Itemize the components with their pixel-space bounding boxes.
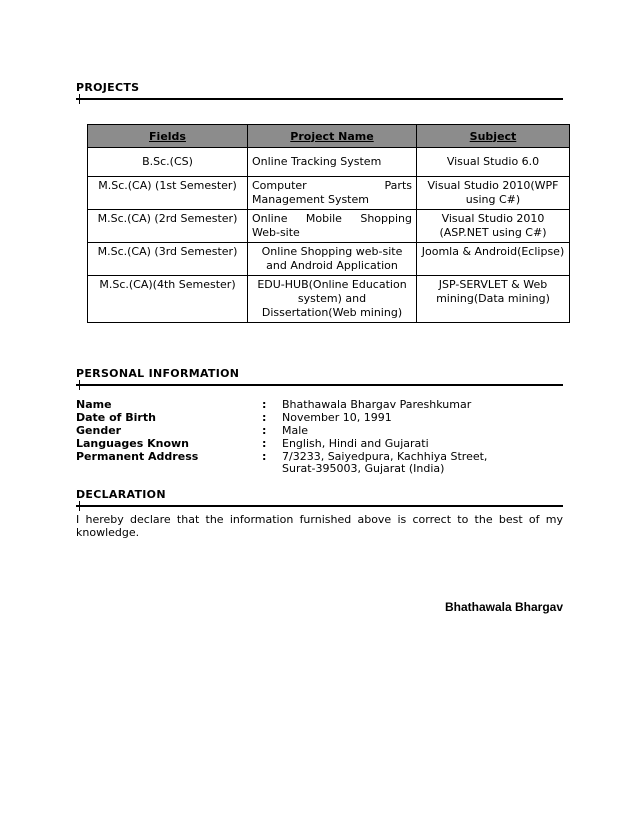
info-colon: : bbox=[262, 398, 267, 411]
info-label: Gender bbox=[76, 424, 122, 437]
table-row bbox=[88, 177, 570, 210]
table-row bbox=[88, 210, 570, 243]
cell-project: EDU-HUB(Online Education system) and Dissertation(Web mining) bbox=[248, 276, 417, 323]
cell-subject: Visual Studio 6.0 bbox=[417, 148, 570, 177]
table-row bbox=[88, 148, 570, 177]
info-value: 7/3233, Saiyedpura, Kachhiya Street, bbox=[282, 450, 488, 463]
table-header-row bbox=[88, 125, 570, 148]
projects-divider bbox=[76, 98, 563, 100]
info-value: Bhathawala Bhargav Pareshkumar bbox=[282, 398, 472, 411]
info-colon: : bbox=[262, 424, 267, 437]
header-project-name: Project Name bbox=[248, 125, 417, 148]
info-row-gender bbox=[76, 424, 556, 437]
personal-info-divider bbox=[76, 384, 563, 386]
table-row bbox=[88, 243, 570, 276]
info-value: Male bbox=[282, 424, 309, 437]
cell-field: M.Sc.(CA) (2rd Semester) bbox=[88, 210, 248, 243]
info-value: November 10, 1991 bbox=[282, 411, 392, 424]
info-label: Languages Known bbox=[76, 437, 190, 450]
declaration-heading: DECLARATION bbox=[76, 488, 166, 501]
header-fields: Fields bbox=[88, 125, 248, 148]
cell-project: Online Shopping web-site and Android Application bbox=[248, 243, 417, 276]
info-row-languages bbox=[76, 437, 556, 450]
address-line-2: Surat-395003, Gujarat (India) bbox=[282, 462, 445, 475]
info-row-dob bbox=[76, 411, 556, 424]
cell-field: M.Sc.(CA) (1st Semester) bbox=[88, 177, 248, 210]
cell-subject: JSP-SERVLET & Web mining(Data mining) bbox=[417, 276, 570, 323]
cell-subject: Visual Studio 2010(WPF using C#) bbox=[417, 177, 570, 210]
info-colon: : bbox=[262, 437, 267, 450]
cell-project: Computer Parts Management System bbox=[248, 177, 417, 210]
info-label: Name bbox=[76, 398, 112, 411]
signature-name: Bhathawala Bhargav bbox=[444, 600, 563, 614]
cell-project: Online Tracking System bbox=[248, 148, 417, 177]
cell-subject: Visual Studio 2010 (ASP.NET using C#) bbox=[417, 210, 570, 243]
info-colon: : bbox=[262, 411, 267, 424]
cell-subject: Joomla & Android(Eclipse) bbox=[417, 243, 570, 276]
cell-project: Online Mobile Shopping Web-site bbox=[248, 210, 417, 243]
personal-info-heading: PERSONAL INFORMATION bbox=[76, 367, 240, 380]
projects-table bbox=[87, 124, 570, 323]
projects-heading: PROJECTS bbox=[76, 81, 140, 94]
declaration-text: I hereby declare that the information furnished above is correct to the best of my knowledge. bbox=[76, 513, 563, 539]
info-label: Permanent Address bbox=[76, 450, 199, 463]
info-colon: : bbox=[262, 450, 267, 463]
cell-field: B.Sc.(CS) bbox=[88, 148, 248, 177]
info-row-name bbox=[76, 398, 556, 411]
cell-field: M.Sc.(CA) (3rd Semester) bbox=[88, 243, 248, 276]
info-value: English, Hindi and Gujarati bbox=[282, 437, 429, 450]
table-row bbox=[88, 276, 570, 323]
info-label: Date of Birth bbox=[76, 411, 156, 424]
declaration-divider bbox=[76, 505, 563, 507]
header-subject: Subject bbox=[417, 125, 570, 148]
cell-field: M.Sc.(CA)(4th Semester) bbox=[88, 276, 248, 323]
